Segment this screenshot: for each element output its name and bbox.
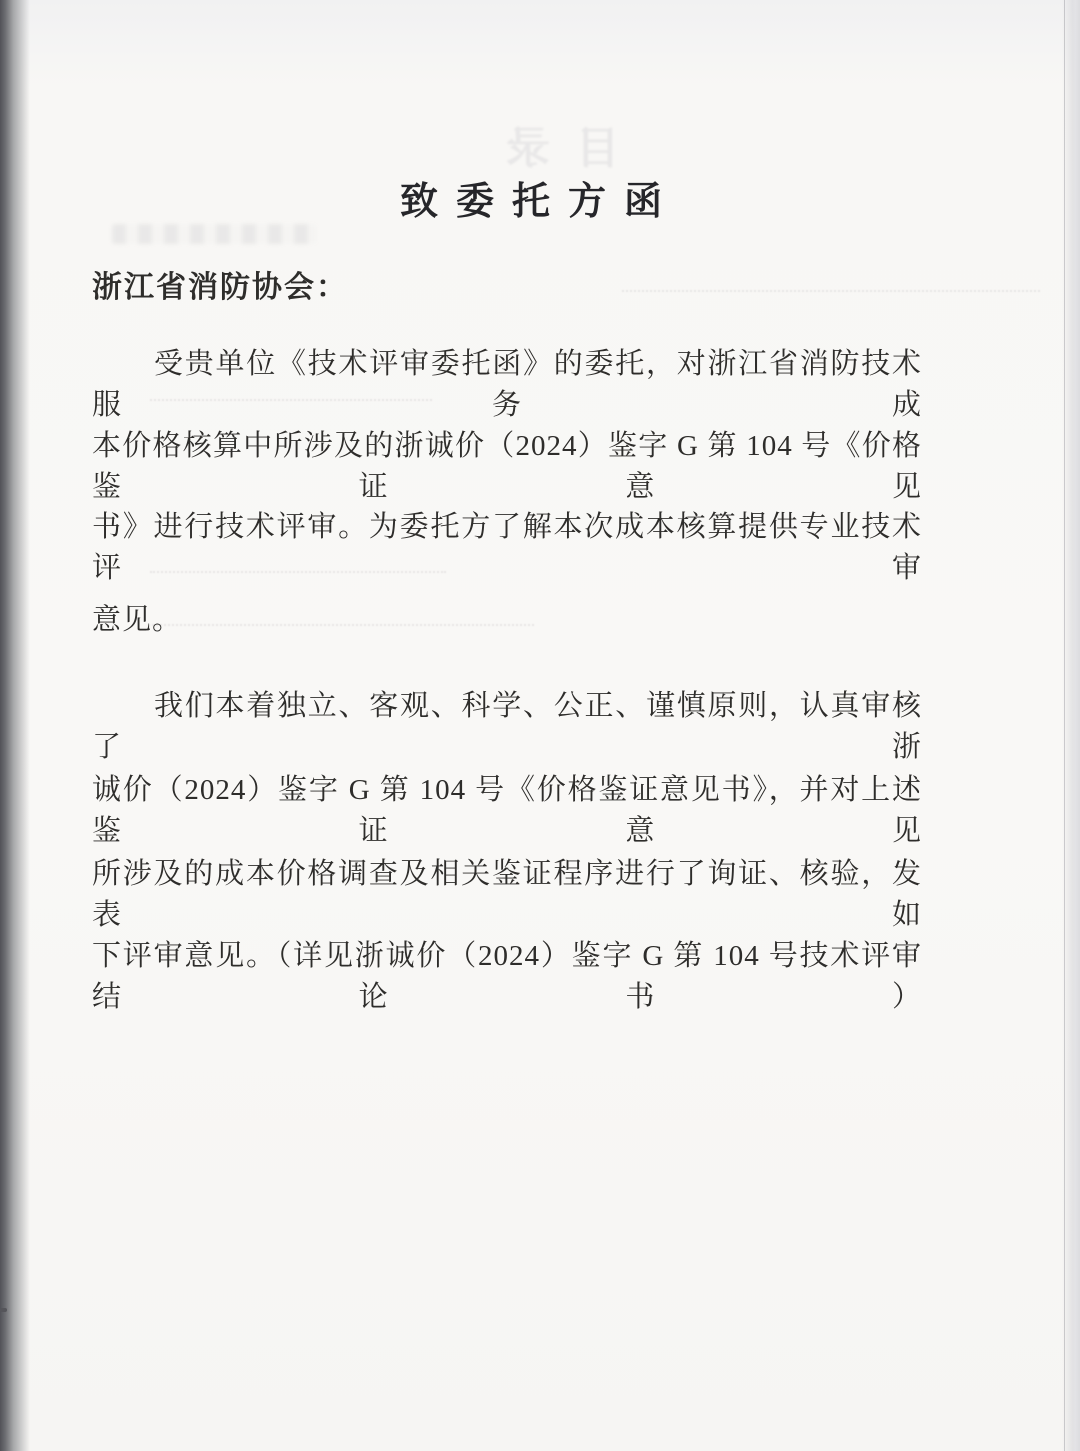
bleed-through-dotted-line [622, 290, 1040, 292]
paragraph1-line4: 意见。 [92, 604, 183, 636]
scan-speck [0, 1308, 7, 1312]
bleed-through-text: 目录 [480, 124, 620, 173]
paragraph2-line2: 诚价（2024）鉴字 G 第 104 号《价格鉴证意见书》，并对上述鉴证意见 [92, 774, 922, 847]
paragraph1-line1: 受贵单位《技术评审委托函》的委托，对浙江省消防技术服务成 [92, 348, 922, 421]
paragraph2-line1: 我们本着独立、客观、科学、公正、谨慎原则，认真审核了浙 [92, 690, 922, 763]
paragraph1-line3: 书》进行技术评审。为委托方了解本次成本核算提供专业技术评审 [92, 511, 922, 584]
paragraph1-line2: 本价格核算中所涉及的浙诚价（2024）鉴字 G 第 104 号《价格鉴证意见 [92, 430, 922, 503]
salutation: 浙江省消防协会： [92, 271, 348, 304]
bleed-through-smudge [112, 224, 317, 244]
paragraph2-line3: 所涉及的成本价格调查及相关鉴证程序进行了询证、核验，发表如 [92, 858, 922, 931]
document-title: 致委托方函 [399, 181, 680, 223]
paragraph2-line4: 下评审意见。（详见浙诚价（2024）鉴字 G 第 104 号技术评审结论书） [92, 940, 922, 1013]
